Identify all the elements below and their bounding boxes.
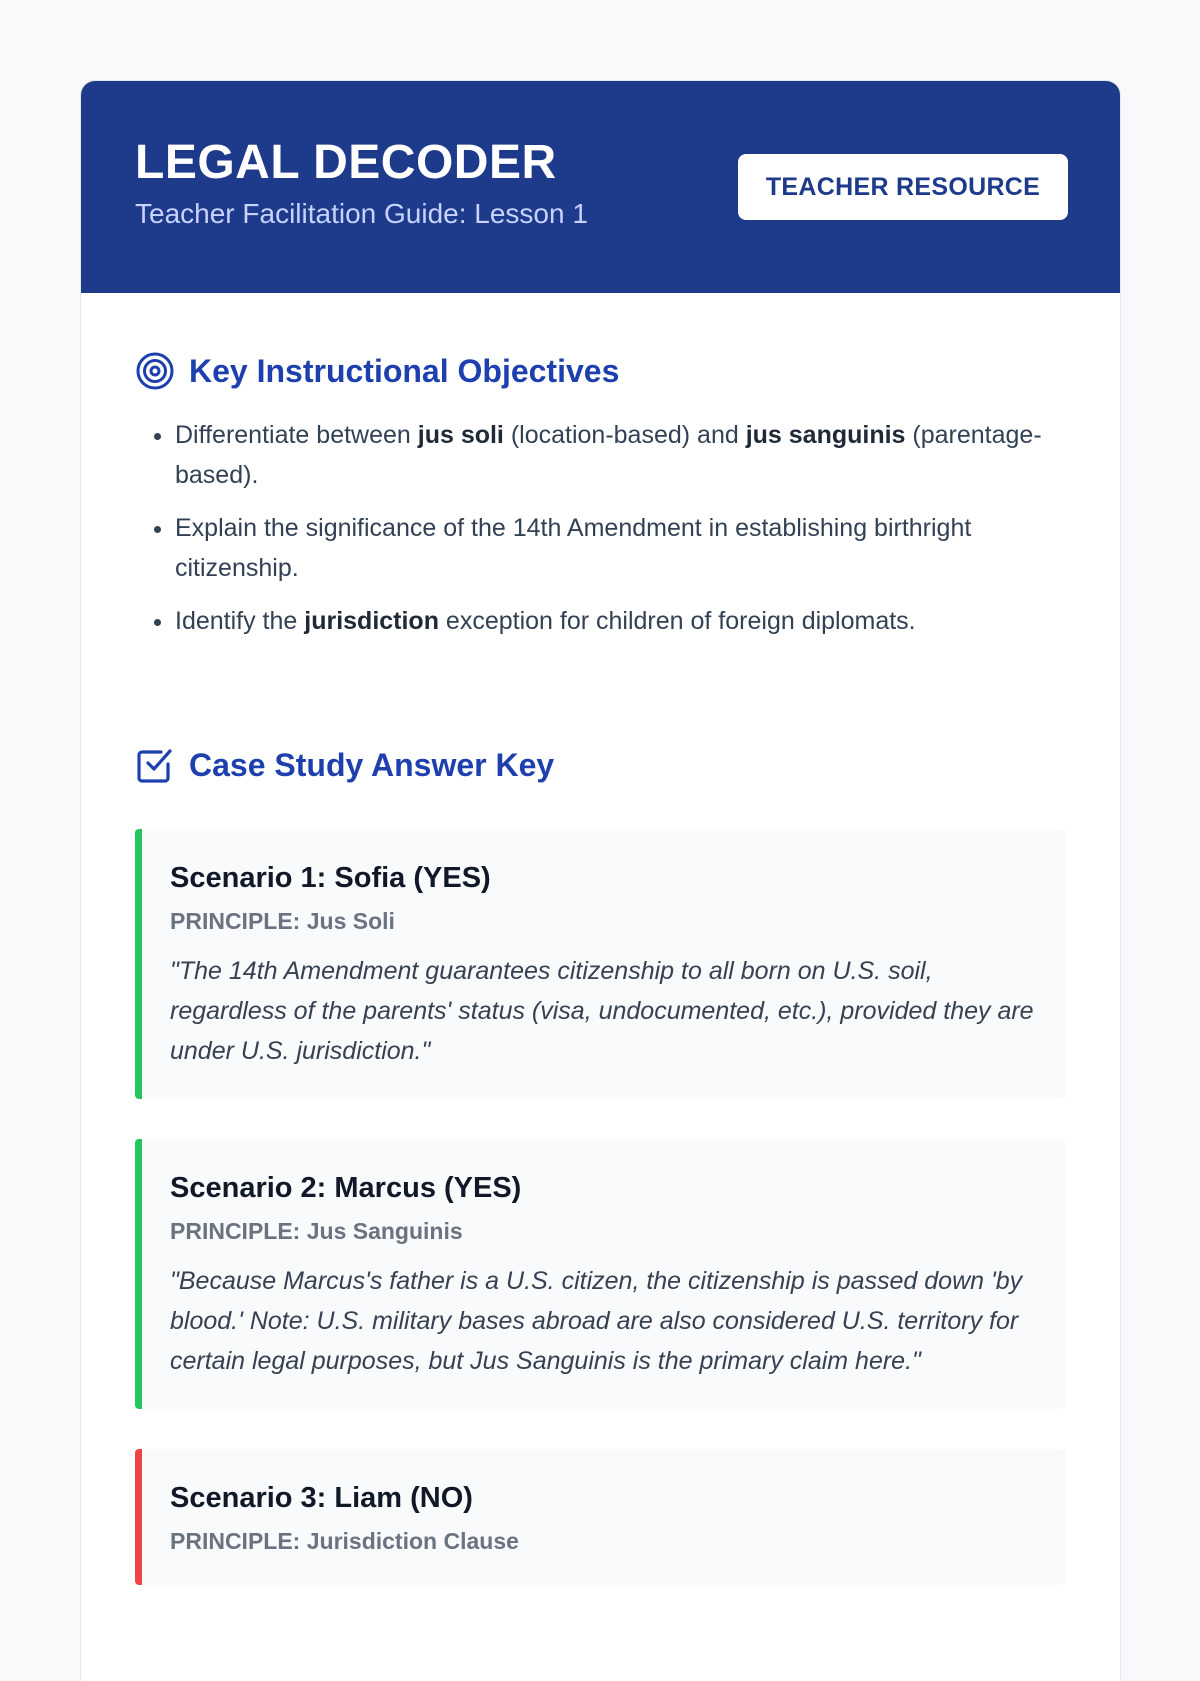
objective-text: Differentiate between [175, 421, 418, 449]
objective-term: jurisdiction [304, 607, 439, 635]
objective-term: jus sanguinis [745, 421, 906, 449]
scenario-title: Scenario 1: Sofia (YES) [170, 862, 491, 894]
objective-text: (parentage-based). [175, 421, 1042, 489]
scenario-explanation: "The 14th Amendment guarantees citizenship to all born on U.S. soil, regardless of the parents' status (visa, undocumented, etc.), provided they are under U.S. jurisdiction." [170, 957, 1034, 1065]
objective-term: jus soli [417, 421, 504, 449]
objectives-list [135, 415, 1066, 641]
objective-text: Identify the [175, 607, 305, 635]
scenario-principle: PRINCIPLE: Jus Sanguinis [170, 1218, 463, 1244]
answer-key-heading [135, 739, 1066, 791]
teacher-resource-button[interactable]: TEACHER RESOURCE [738, 154, 1068, 220]
scenario-principle: PRINCIPLE: Jus Soli [170, 908, 395, 934]
page-subtitle: Teacher Facilitation Guide: Lesson 1 [135, 198, 588, 229]
objective-text: (location-based) and [503, 421, 746, 449]
objective-text: Explain the significance of the 14th Amendment in establishing birthright citizenship. [175, 514, 972, 582]
objectives-title: Key Instructional Objectives [189, 352, 620, 389]
scenario-title: Scenario 2: Marcus (YES) [170, 1172, 522, 1204]
objective-item [175, 601, 1066, 641]
objectives-heading [135, 345, 1066, 397]
target-icon [135, 351, 175, 391]
scenario-card [135, 1449, 1066, 1585]
scenario-title: Scenario 3: Liam (NO) [170, 1482, 473, 1514]
scenario-principle: PRINCIPLE: Jurisdiction Clause [170, 1528, 519, 1554]
scenario-card [135, 829, 1066, 1099]
objective-item [175, 415, 1066, 495]
scenario-list [135, 829, 1066, 1585]
objective-item [175, 508, 1066, 588]
lesson-card [81, 81, 1120, 1681]
answer-key-title: Case Study Answer Key [189, 746, 555, 783]
scenario-card [135, 1139, 1066, 1409]
content [81, 293, 1120, 1585]
objective-text: exception for children of foreign diplomats. [438, 607, 916, 635]
checkbox-icon [135, 745, 175, 785]
scenario-explanation: "Because Marcus's father is a U.S. citizen, the citizenship is passed down 'by blood.' Note: U.S. military bases abroad are also considered U.S. territory for certain legal purposes, but Jus Sanguinis is the primary claim here." [170, 1267, 1023, 1375]
header [81, 81, 1120, 293]
page-title: LEGAL DECODER [135, 136, 557, 189]
